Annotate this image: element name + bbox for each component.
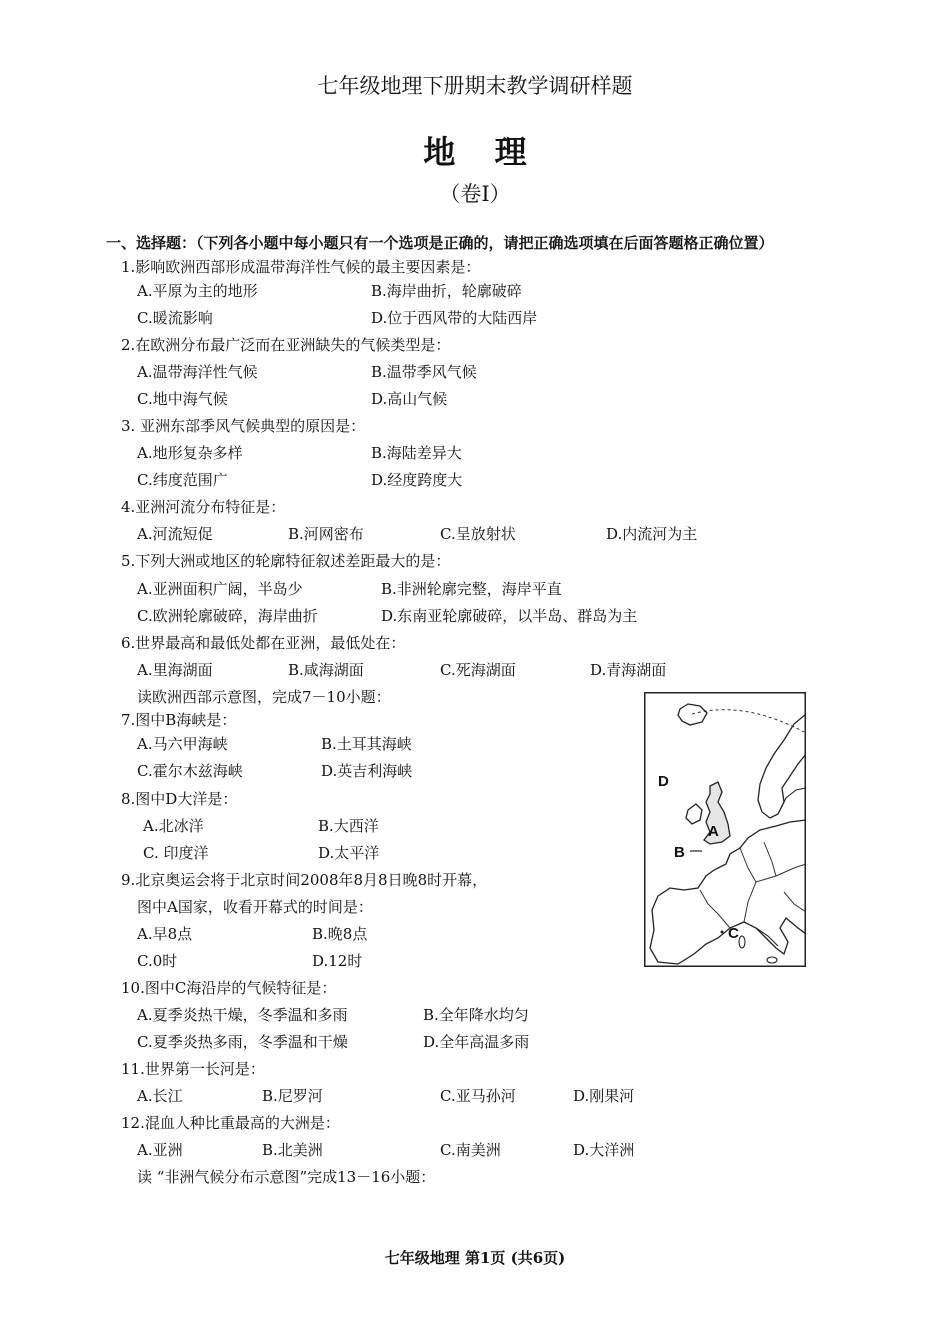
- question-9-stem: 9.北京奥运会将于北京时间2008年8月8日晚8时开幕，: [121, 871, 488, 889]
- question-7-option-d: D.英吉利海峡: [321, 762, 413, 780]
- question-2-option-d: D.高山气候: [371, 390, 448, 408]
- section-heading: 一、选择题：（下列各小题中每小题只有一个选项是正确的，请把正确选项填在后面答题格正确位置）: [106, 234, 774, 252]
- question-2-option-a: A.温带海洋性气候: [137, 363, 258, 381]
- question-3-stem: 3. 亚洲东部季风气候典型的原因是：: [121, 417, 366, 435]
- question-9-stem-continued: 图中A国家，收看开幕式的时间是：: [137, 898, 373, 916]
- question-11-option-b: B.尼罗河: [262, 1087, 323, 1105]
- question-4-stem: 4.亚洲河流分布特征是：: [121, 498, 286, 516]
- question-12-option-b: B.北美洲: [262, 1141, 323, 1159]
- map-label-d: D: [658, 773, 669, 790]
- question-6-option-c: C.死海湖面: [440, 661, 516, 679]
- question-6-option-b: B.咸海湖面: [288, 661, 364, 679]
- volume-label: （卷Ⅰ）: [439, 182, 511, 206]
- question-12-option-c: C.南美洲: [440, 1141, 501, 1159]
- question-5-option-c: C.欧洲轮廓破碎，海岸曲折: [137, 607, 318, 625]
- question-2-option-c: C.地中海气候: [137, 390, 228, 408]
- question-3-option-d: D.经度跨度大: [371, 471, 463, 489]
- question-4-option-b: B.河网密布: [288, 525, 364, 543]
- subject-title: 地 理: [423, 133, 541, 171]
- question-9-option-a: A.早8点: [137, 925, 193, 943]
- question-12-option-d: D.大洋洲: [573, 1141, 635, 1159]
- question-1-option-d: D.位于西风带的大陆西岸: [371, 309, 538, 327]
- question-8-option-d: D.太平洋: [318, 844, 380, 862]
- question-2-stem: 2.在欧洲分布最广泛而在亚洲缺失的气候类型是：: [121, 336, 451, 354]
- question-7-stem: 7.图中B海峡是：: [121, 711, 237, 729]
- question-11-stem: 11.世界第一长河是：: [121, 1060, 265, 1078]
- question-1-option-b: B.海岸曲折，轮廓破碎: [371, 282, 522, 300]
- question-5-option-b: B.非洲轮廓完整，海岸平直: [381, 580, 562, 598]
- question-8-option-a: A.北冰洋: [143, 817, 204, 835]
- question-4-option-a: A.河流短促: [137, 525, 213, 543]
- question-8-option-b: B.大西洋: [318, 817, 379, 835]
- exam-title: 七年级地理下册期末教学调研样题: [317, 74, 633, 98]
- question-5-option-d: D.东南亚轮廓破碎，以半岛、群岛为主: [381, 607, 638, 625]
- question-9-option-c: C.0时: [137, 952, 178, 970]
- question-12-stem: 12.混血人种比重最高的大洲是：: [121, 1114, 340, 1132]
- question-11-option-c: C.亚马孙河: [440, 1087, 516, 1105]
- map-instruction: 读欧洲西部示意图，完成7－10小题：: [137, 688, 391, 706]
- question-7-option-a: A.马六甲海峡: [137, 735, 228, 753]
- question-12-option-a: A.亚洲: [137, 1141, 183, 1159]
- map-label-b: B: [674, 844, 685, 861]
- question-1-stem: 1.影响欧洲西部形成温带海洋性气候的最主要因素是：: [121, 258, 481, 276]
- question-7-option-c: C.霍尔木兹海峡: [137, 762, 243, 780]
- question-3-option-b: B.海陆差异大: [371, 444, 462, 462]
- question-11-option-d: D.刚果河: [573, 1087, 635, 1105]
- africa-map-instruction: 读 “非洲气候分布示意图”完成13－16小题：: [137, 1168, 436, 1186]
- question-5-option-a: A.亚洲面积广阔，半岛少: [137, 580, 303, 598]
- map-label-c: C: [728, 925, 739, 942]
- question-10-stem: 10.图中C海沿岸的气候特征是：: [121, 979, 337, 997]
- balearic-islands: [721, 931, 724, 934]
- question-8-option-c: C. 印度洋: [143, 844, 209, 862]
- question-10-option-d: D.全年高温多雨: [423, 1033, 530, 1051]
- question-5-stem: 5.下列大洲或地区的轮廓特征叙述差距最大的是：: [121, 552, 451, 570]
- question-6-option-a: A.里海湖面: [137, 661, 213, 679]
- question-4-option-d: D.内流河为主: [606, 525, 698, 543]
- page-footer: 七年级地理 第1页 (共6页): [384, 1249, 566, 1267]
- question-10-option-a: A.夏季炎热干燥，冬季温和多雨: [137, 1006, 348, 1024]
- question-3-option-c: C.纬度范围广: [137, 471, 228, 489]
- question-1-option-a: A.平原为主的地形: [137, 282, 258, 300]
- question-1-option-c: C.暖流影响: [137, 309, 213, 327]
- question-4-option-c: C.呈放射状: [440, 525, 516, 543]
- western-europe-map: [644, 692, 806, 967]
- question-9-option-b: B.晚8点: [312, 925, 368, 943]
- question-10-option-b: B.全年降水均匀: [423, 1006, 529, 1024]
- question-3-option-a: A.地形复杂多样: [137, 444, 243, 462]
- map-label-a: A: [708, 823, 719, 840]
- question-6-stem: 6.世界最高和最低处都在亚洲，最低处在：: [121, 634, 406, 652]
- question-10-option-c: C.夏季炎热多雨，冬季温和干燥: [137, 1033, 348, 1051]
- question-6-option-d: D.青海湖面: [590, 661, 667, 679]
- question-7-option-b: B.土耳其海峡: [321, 735, 412, 753]
- question-2-option-b: B.温带季风气候: [371, 363, 477, 381]
- question-9-option-d: D.12时: [312, 952, 363, 970]
- question-11-option-a: A.长江: [137, 1087, 183, 1105]
- question-8-stem: 8.图中D大洋是：: [121, 790, 238, 808]
